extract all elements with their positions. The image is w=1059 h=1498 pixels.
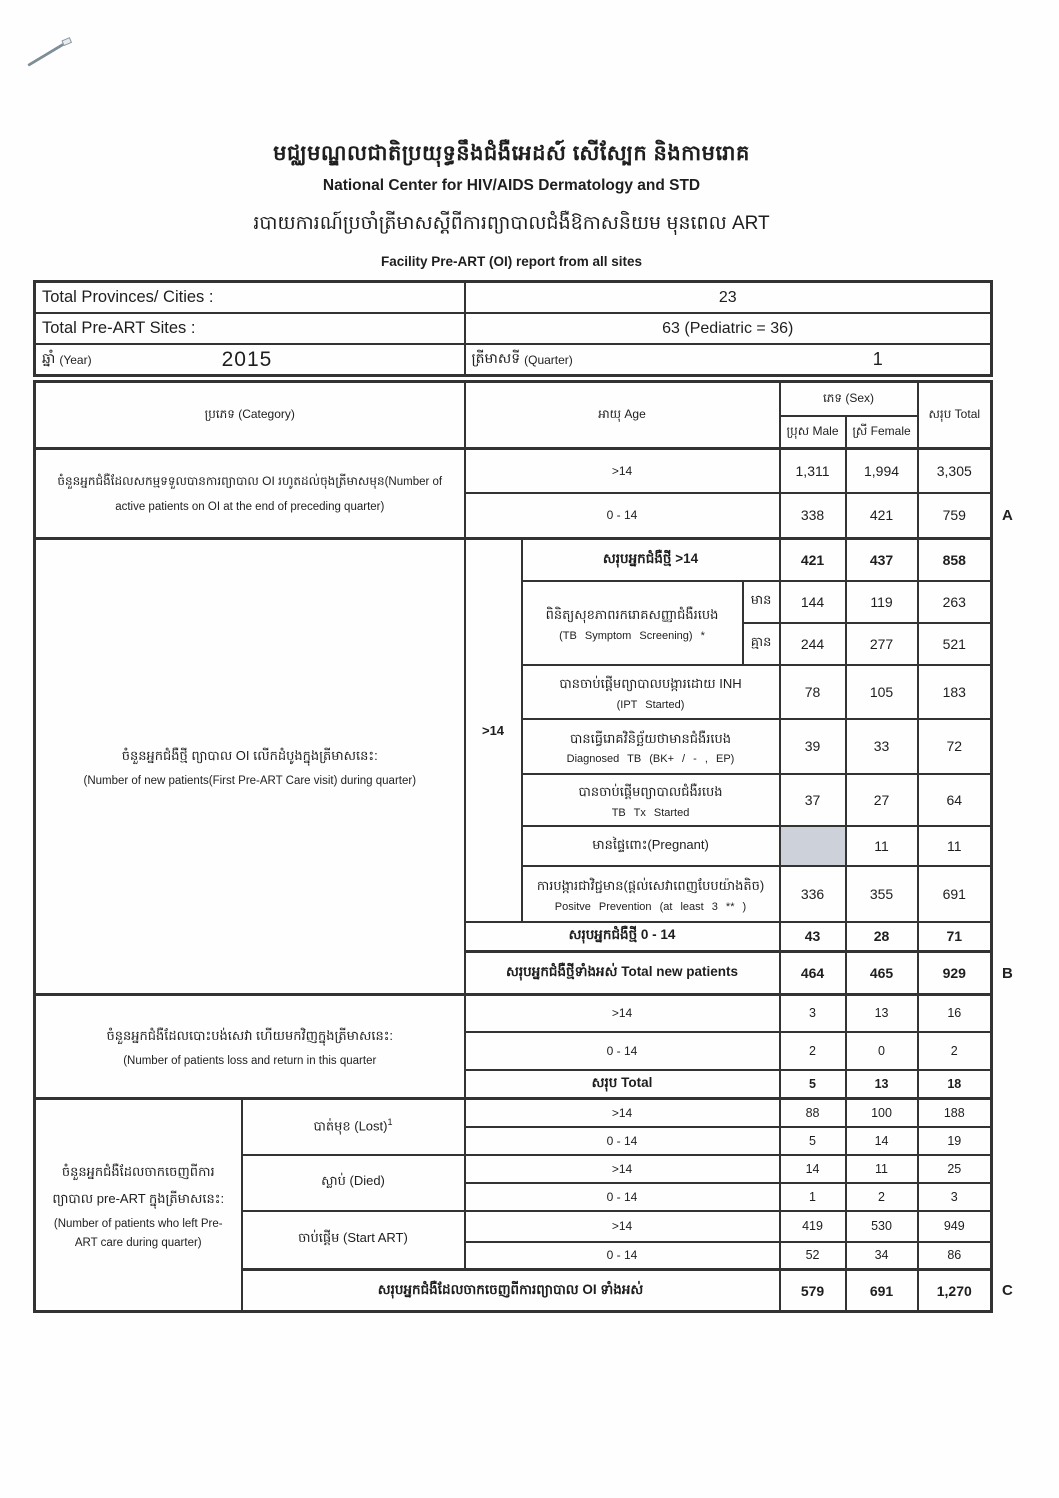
category-c-khmer: ចំនួនអ្នកជំងឺដែលបោះបង់សេវា ហើយមកវិញក្នុងត្រីមាសនេះ: — [106, 1028, 394, 1044]
section-marker-c: C — [1002, 1282, 1013, 1299]
label-diagnosed-tb — [522, 719, 780, 774]
value-lost014-male: 5 — [780, 1127, 846, 1155]
value-start014-female: 34 — [846, 1242, 918, 1270]
value-d7-male: 579 — [780, 1270, 846, 1312]
age-group-over14: >14 — [465, 539, 522, 922]
value-b10-female: 465 — [846, 952, 918, 995]
value-b9-female: 28 — [846, 922, 918, 952]
value-b1-male: 421 — [780, 539, 846, 581]
value-tbtx-female: 27 — [846, 774, 918, 826]
age-cell: >14 — [465, 1099, 780, 1127]
report-subtitle-english: Facility Pre-ART (OI) report from all sites — [380, 254, 643, 269]
category-a-english: (Number of active patients on OI at the end of preceding quarter) — [115, 475, 443, 513]
ipt-khmer: បានចាប់ផ្តើមព្យាបាលបង្ការដោយ INH — [559, 676, 742, 692]
category-active-patients — [35, 449, 465, 539]
value-c2-male: 2 — [780, 1032, 846, 1070]
value-c1-total: 16 — [918, 995, 992, 1032]
age-cell: 0 - 14 — [465, 1183, 780, 1211]
quarter-label: ត្រីមាសទី — [471, 350, 521, 366]
age-cell: 0 - 14 — [465, 1242, 780, 1270]
tb-screening-khmer: ពិនិត្យសុខភាពរករោគសញ្ញាជំងឺរបេង — [545, 607, 719, 623]
value-tbno-female: 277 — [846, 623, 918, 665]
label-left-care-total: សរុបអ្នកជំងឺដែលចាកចេញពីការព្យាបាល OI ទាំងអស់ — [242, 1270, 780, 1312]
pre-art-report-table — [33, 380, 1023, 1313]
value-b10-male: 464 — [780, 952, 846, 995]
value-died014-female: 2 — [846, 1183, 918, 1211]
category-loss-return — [35, 995, 465, 1099]
value-tbno-male: 244 — [780, 623, 846, 665]
value-b1-total: 858 — [918, 539, 992, 581]
label-loss-return-total: សរុប Total — [465, 1070, 780, 1099]
diagnosed-tb-english: Diagnosed TB (BK+ / - , EP) — [566, 753, 735, 766]
org-title-khmer: មជ្ឈមណ្ឌលជាតិប្រយុទ្ធនឹងជំងឺអេដស៍ សើស្បែក និងកាមរោគ — [273, 142, 750, 165]
age-cell: >14 — [465, 449, 780, 493]
category-b-khmer: ចំនួនអ្នកជំងឺថ្មី ព្យាបាល OI លើកដំបូងក្នុងត្រីមាសនេះ: — [121, 748, 378, 764]
value-b9-male: 43 — [780, 922, 846, 952]
age-cell: >14 — [465, 1211, 780, 1242]
value-start014-total: 86 — [918, 1242, 992, 1270]
category-left-care — [35, 1099, 242, 1312]
section-marker-b: B — [1002, 964, 1013, 982]
value-tbtx-male: 37 — [780, 774, 846, 826]
value-diagtb-female: 33 — [846, 719, 918, 774]
ipt-english: (IPT Started) — [616, 698, 685, 711]
value-ipt-female: 105 — [846, 665, 918, 719]
value-c3-male: 5 — [780, 1070, 846, 1099]
value-c2-female: 0 — [846, 1032, 918, 1070]
label-tb-screening — [522, 581, 743, 665]
quarter-cell — [465, 344, 992, 376]
label-total-new-over14: សរុបអ្នកជំងឺថ្មី >14 — [522, 539, 780, 581]
category-a-khmer: ចំនួនអ្នកជំងឺដែលសកម្មទទួលបានការព្យាបាល OI រហូតដល់ចុងត្រីមាសមុន — [57, 473, 385, 488]
header-male: ប្រុស Male — [780, 416, 846, 449]
quarter-value: 1 — [872, 349, 883, 369]
sites-label: Total Pre-ART Sites : — [35, 313, 465, 344]
document-header — [33, 140, 990, 269]
pregnant-label: មានផ្ទៃពោះ(Pregnant) — [592, 837, 709, 853]
label-tb-tx-started — [522, 774, 780, 826]
value-ipt-male: 78 — [780, 665, 846, 719]
header-age: អាយុ Age — [465, 382, 780, 449]
category-d-khmer: ចំនួនអ្នកជំងឺដែលចាកចេញពីការ ព្យាបាល pre-ART ក្នុងត្រីមាសនេះ: — [52, 1163, 225, 1207]
report-subtitle-khmer: របាយការណ៍ប្រចាំត្រីមាសស្តីពីការព្យាបាលជំងឺឱកាសនិយម មុនពេល ART — [253, 213, 770, 234]
label-positive-prevention — [522, 866, 780, 922]
label-total-new-patients: សរុបអ្នកជំងឺថ្មីទាំងអស់ Total new patients — [465, 952, 780, 995]
label-total-new-under14: សរុបអ្នកជំងឺថ្មី 0 - 14 — [465, 922, 780, 952]
value-ipt-total: 183 — [918, 665, 992, 719]
value-start14-male: 419 — [780, 1211, 846, 1242]
provinces-label: Total Provinces/ Cities : — [35, 282, 465, 314]
category-b-english: (Number of new patients(First Pre-ART Care visit) during quarter) — [83, 775, 417, 788]
header-female: ស្រី Female — [846, 416, 918, 449]
age-cell: >14 — [465, 995, 780, 1032]
value-d7-female: 691 — [846, 1270, 918, 1312]
value-tbno-total: 521 — [918, 623, 992, 665]
value-tbyes-female: 119 — [846, 581, 918, 623]
value-pregnant-female: 11 — [846, 826, 918, 866]
value-a1-male: 1,311 — [780, 449, 846, 493]
summary-info-table — [33, 280, 993, 377]
label-has: មាន — [743, 581, 780, 623]
pen-scratch-mark — [27, 39, 70, 66]
label-died: ស្លាប់ (Died) — [242, 1155, 465, 1211]
category-d-english: (Number of patients who left Pre-ART care during quarter) — [53, 1218, 223, 1249]
year-label: ឆ្នាំ — [42, 350, 56, 366]
cell-pregnant-male-shaded — [780, 826, 846, 866]
value-tbyes-male: 144 — [780, 581, 846, 623]
value-posprev-female: 355 — [846, 866, 918, 922]
category-new-patients — [35, 539, 465, 995]
label-ipt-started — [522, 665, 780, 719]
pos-prev-english: Positve Prevention (at least 3 ** ) — [554, 900, 747, 913]
age-cell: 0 - 14 — [465, 1127, 780, 1155]
year-value: 2015 — [221, 347, 273, 371]
value-diagtb-total: 72 — [918, 719, 992, 774]
tb-screening-english: (TB Symptom Screening) * — [559, 629, 705, 642]
label-start-art: ចាប់ផ្តើម (Start ART) — [242, 1211, 465, 1270]
value-c1-male: 3 — [780, 995, 846, 1032]
value-a2-male: 338 — [780, 493, 846, 539]
value-a1-female: 1,994 — [846, 449, 918, 493]
age-cell: >14 — [465, 1155, 780, 1183]
value-c3-female: 13 — [846, 1070, 918, 1099]
org-title-english: National Center for HIV/AIDS Dermatology and STD — [322, 177, 701, 194]
value-died14-total: 25 — [918, 1155, 992, 1183]
value-a2-total: 759 — [918, 493, 992, 539]
value-died014-male: 1 — [780, 1183, 846, 1211]
value-died014-total: 3 — [918, 1183, 992, 1211]
section-marker-a: A — [1002, 507, 1013, 524]
diagnosed-tb-khmer: បានធ្វើរោគវិនិច្ឆ័យថាមានជំងឺរបេង — [570, 730, 731, 746]
value-d7-total: 1,270 — [918, 1270, 992, 1312]
value-lost14-male: 88 — [780, 1099, 846, 1127]
value-lost14-total: 188 — [918, 1099, 992, 1127]
value-c1-female: 13 — [846, 995, 918, 1032]
value-tbyes-total: 263 — [918, 581, 992, 623]
header-category: ប្រភេទ (Category) — [35, 382, 465, 449]
category-c-english: (Number of patients loss and return in this quarter — [123, 1055, 377, 1068]
age-cell: 0 - 14 — [465, 1032, 780, 1070]
value-diagtb-male: 39 — [780, 719, 846, 774]
sites-value: 63 (Pediatric = 36) — [465, 313, 992, 344]
value-c2-total: 2 — [918, 1032, 992, 1070]
value-a2-female: 421 — [846, 493, 918, 539]
label-none: គ្មាន — [743, 623, 780, 665]
value-start014-male: 52 — [780, 1242, 846, 1270]
value-lost014-total: 19 — [918, 1127, 992, 1155]
tb-tx-english: TB Tx Started — [611, 806, 690, 819]
value-died14-male: 14 — [780, 1155, 846, 1183]
value-pregnant-total: 11 — [918, 826, 992, 866]
value-c3-total: 18 — [918, 1070, 992, 1099]
value-tbtx-total: 64 — [918, 774, 992, 826]
value-b9-total: 71 — [918, 922, 992, 952]
age-cell: 0 - 14 — [465, 493, 780, 539]
tb-tx-khmer: បានចាប់ផ្តើមព្យាបាលជំងឺរបេង — [578, 784, 723, 800]
value-posprev-male: 336 — [780, 866, 846, 922]
year-label-en: (Year) — [59, 352, 92, 367]
pos-prev-khmer: ការបង្ការជាវិជ្ជមាន(ផ្តល់សេវាពេញបែបយ៉ាងតិច) — [536, 878, 765, 894]
year-cell — [35, 344, 465, 376]
value-b1-female: 437 — [846, 539, 918, 581]
value-b10-total: 929 — [918, 952, 992, 995]
provinces-value: 23 — [465, 282, 992, 314]
label-lost: បាត់មុខ (Lost)$^1$ — [242, 1099, 465, 1155]
value-died14-female: 11 — [846, 1155, 918, 1183]
value-start14-female: 530 — [846, 1211, 918, 1242]
value-a1-total: 3,305 — [918, 449, 992, 493]
header-sex: ភេទ (Sex) — [780, 382, 918, 416]
label-pregnant — [522, 826, 780, 866]
value-lost014-female: 14 — [846, 1127, 918, 1155]
value-start14-total: 949 — [918, 1211, 992, 1242]
lost-footnote: 1 — [387, 1116, 393, 1127]
value-posprev-total: 691 — [918, 866, 992, 922]
quarter-label-en: (Quarter) — [524, 352, 573, 367]
header-total: សរុប Total — [918, 382, 992, 449]
value-lost14-female: 100 — [846, 1099, 918, 1127]
